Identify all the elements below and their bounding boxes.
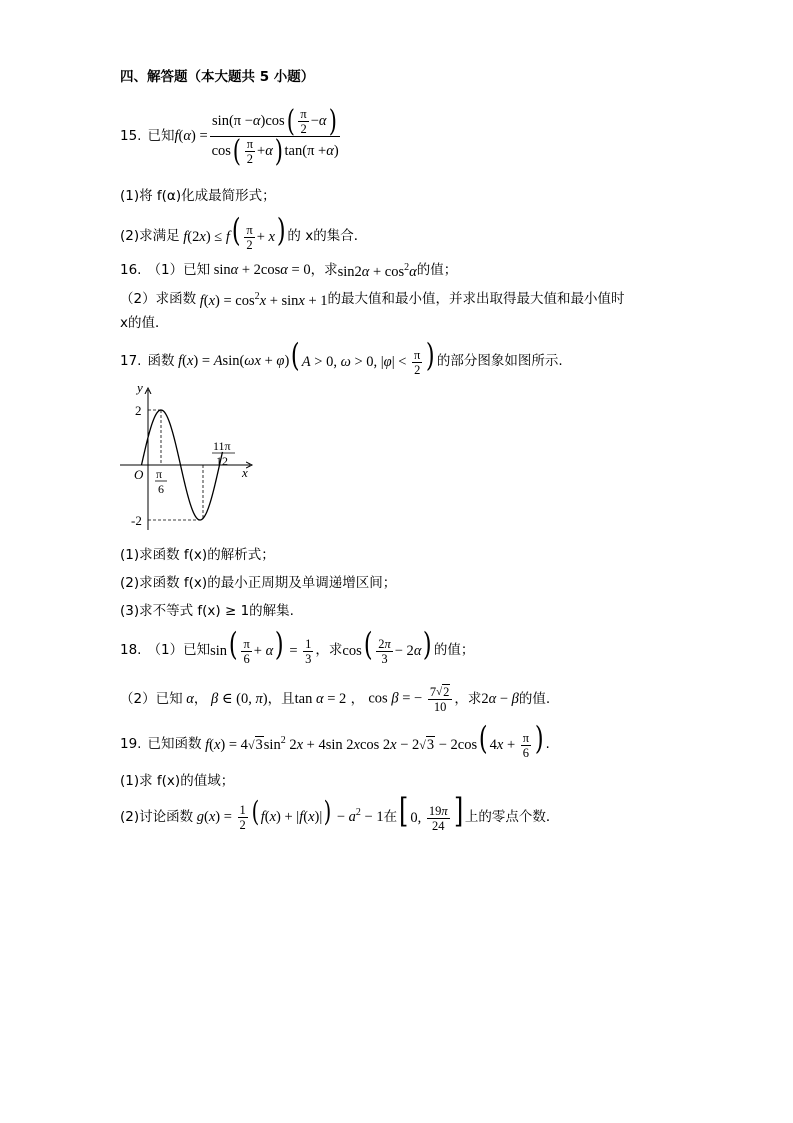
q18-part1-mid: ，求	[315, 642, 343, 658]
q18-part1-pre: （1）已知	[147, 642, 211, 658]
x-label: x	[242, 465, 248, 480]
q15-math: f(α) =	[174, 128, 208, 144]
q19-part2-mid: 在	[383, 809, 398, 825]
q19-statement	[120, 718, 550, 761]
q15-fraction	[210, 103, 341, 169]
q18-number: 18.	[120, 642, 142, 658]
section-title-text: 四、解答题（本大题共 5 小题）	[120, 69, 315, 85]
q18-sep: ，	[193, 691, 208, 707]
q18-part2-post: 的值.	[518, 691, 551, 707]
q15-part1-text: (1)将 f(α)化成最简形式；	[120, 188, 276, 204]
q19-part2-post: 上的零点个数．	[464, 809, 560, 825]
q15-part2	[120, 210, 368, 253]
q16-part1	[120, 258, 457, 282]
q18-ask: ，求	[454, 691, 482, 707]
q19-end: .	[545, 736, 550, 752]
q18-cond-math: sin( $\frac{\pi}{6}$ + α) = $\frac{1}{3}$	[210, 624, 312, 667]
q18-target-math: 2α − β	[481, 691, 519, 707]
origin-label: O	[134, 467, 144, 482]
q16-func-math: $f(x) = \cos^2x + \sin x + 1$	[199, 291, 328, 309]
q17-number: 17.	[120, 353, 142, 369]
q18-part1	[120, 624, 475, 667]
q17-part3-text: (3)求不等式 f(x) ≥ 1的解集.	[120, 603, 294, 619]
q17-part1	[120, 545, 275, 565]
q16-part1-post: 的值；	[416, 261, 458, 278]
q15-part2-pre: (2)求满足	[120, 228, 180, 244]
q16-part2-post: 的最大值和最小值，并求出取得最大值和最小值时	[327, 290, 625, 307]
q19-part1-text: (1)求 f(x)的值域；	[120, 773, 235, 789]
q16-part1-pre: （1）已知	[147, 261, 211, 278]
q19-part2	[120, 790, 560, 834]
section-title	[120, 67, 314, 87]
q18-tan-math: tan α = 2	[294, 691, 347, 707]
q18-part2-pre: （2）已知	[120, 691, 183, 707]
y-min-label: -2	[131, 513, 142, 528]
x2-den: 12	[216, 454, 228, 468]
q19-part1	[120, 771, 234, 791]
q15-statement	[120, 103, 343, 169]
q19-number: 19.	[120, 736, 142, 752]
q17-part2-text: (2)求函数 f(x)的最小正周期及单调递增区间；	[120, 575, 397, 591]
x1-num: π	[156, 467, 163, 481]
q17-func-math: f(x) = Asin(ωx + φ)	[178, 353, 290, 369]
q19-g-math: g(x) = $\frac{1}{2}$ ( $f(x) + |f(x)|) - a^2 - 1$	[196, 794, 384, 833]
q16-part2-pre: （2）求函数	[120, 290, 197, 307]
x2-num: 11π	[213, 439, 231, 453]
q17-pre: 函数	[147, 353, 175, 369]
q15-part2-math: f(2x) ≤ f( $\frac{\pi}{2}$ + x)	[183, 210, 286, 253]
q18-alpha: α	[182, 691, 194, 707]
q18-part2: （2）已知 α ， β ∈ (0, π) ，且 tan α = 2 ， cos β = − 7 √ 2 10 ，求 2α − β 的值.	[120, 684, 551, 714]
q16-part2	[120, 287, 625, 311]
q17-part3	[120, 601, 294, 621]
q15-number: 15.	[120, 128, 142, 144]
q17-part2	[120, 573, 396, 593]
x1-den: 6	[158, 482, 164, 496]
q17-graph	[115, 380, 260, 535]
q16-cond-math: sinα + 2cosα = 0	[210, 261, 311, 278]
q19-func-math: $f(x) = 4√3\sin^2$ 2x + 4sin 2xcos 2x − 2√3 − 2cos( 4x + $\frac{\pi}{6}$ )	[205, 718, 544, 761]
q16-part2-cont-text: x的值．	[120, 315, 169, 331]
q17-post: 的部分图象如图所示.	[436, 353, 563, 369]
q18-expr-math: cos( 2 π 3 − 2α)	[342, 624, 433, 667]
q15-pre: 已知	[147, 128, 175, 144]
q15-part1	[120, 186, 276, 206]
q15-numerator: sin(π − α )cos ( $\frac{\pi}{2}$ − α )	[210, 107, 340, 137]
q18-and: ，且	[267, 691, 295, 707]
q15-part2-post: 的 x的集合．	[287, 228, 368, 244]
q16-number: 16.	[120, 261, 142, 278]
q18-beta-math: β ∈ (0, π)	[210, 691, 268, 707]
q17-statement	[120, 335, 563, 378]
q17-cond-math: ( A > 0, ω > 0, |φ| < $\frac{\pi}{2}$ )	[291, 335, 435, 378]
y-max-label: 2	[135, 403, 142, 418]
q18-part1-post: 的值；	[433, 642, 475, 658]
q19-pre: 已知函数	[147, 736, 202, 752]
q19-part2-pre: (2)讨论函数	[120, 809, 194, 825]
q17-part1-text: (1)求函数 f(x)的解析式；	[120, 547, 275, 563]
q16-part1-mid: ，求	[310, 261, 338, 278]
q19-interval-math: [ 0, 19 π 24 ]	[399, 790, 463, 834]
q16-expr-math: $\sin 2\alpha + \cos^2\alpha$	[337, 262, 417, 280]
q18-cosb-math: cos β = − 7 √ 2 10	[368, 684, 454, 714]
q15-denominator: cos ( $\frac{\pi}{2}$ + α ) tan(π + α )	[211, 133, 339, 169]
q16-part2-cont	[120, 313, 169, 333]
y-label: y	[137, 380, 143, 395]
